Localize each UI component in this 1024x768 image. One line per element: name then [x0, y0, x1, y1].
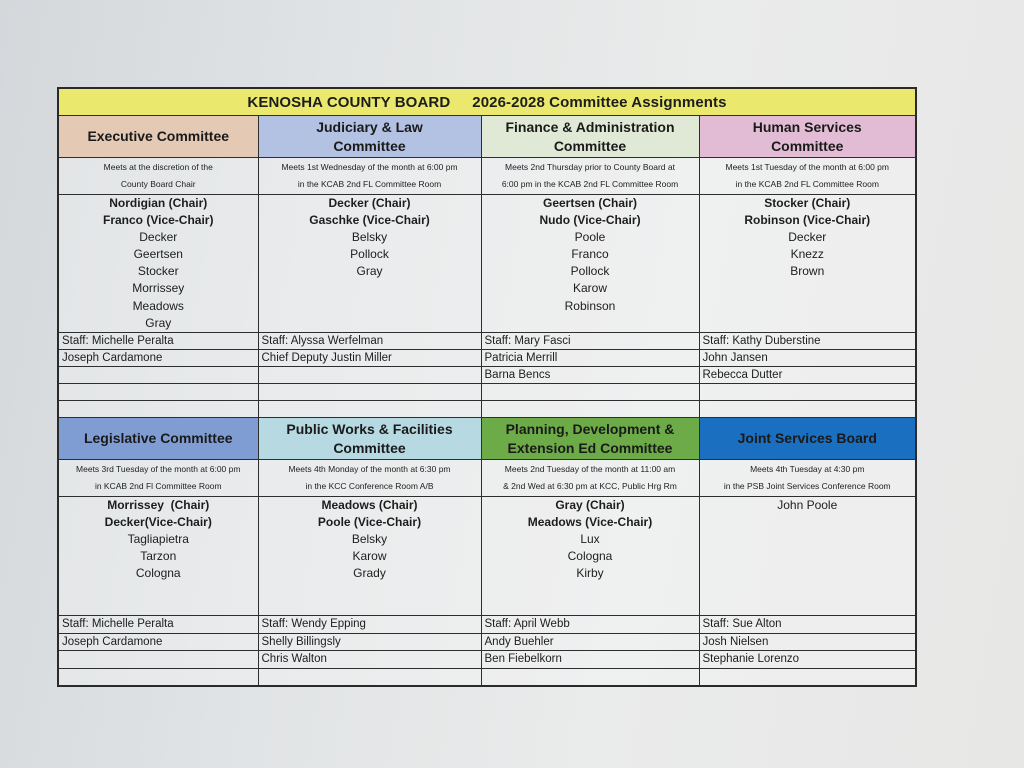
- member: Decker: [139, 230, 178, 245]
- staff-planning-development: Andy Buehler: [481, 633, 699, 651]
- staff-finance-administration: Patricia Merrill: [481, 350, 699, 367]
- member: Knezz: [790, 247, 824, 262]
- committee-name: Extension Ed Committee: [507, 439, 673, 456]
- committee-header-human-services: [699, 116, 916, 158]
- staff-judiciary-law: Staff: Alyssa Werfelman: [258, 333, 481, 350]
- meeting-info-planning-development: [481, 460, 699, 497]
- meeting-line: in KCAB 2nd Fl Committee Room: [94, 481, 222, 491]
- staff-executive: Joseph Cardamone: [58, 350, 258, 367]
- staff-public-works-facilities: Staff: Wendy Epping: [258, 616, 481, 634]
- member: Gray: [145, 315, 172, 330]
- member: Stocker: [137, 264, 179, 279]
- staff-human-services: Rebecca Dutter: [699, 367, 916, 384]
- chair: Geertsen (Chair): [542, 196, 638, 210]
- staff-joint-services-board: Stephanie Lorenzo: [699, 651, 916, 669]
- empty-cell: [481, 384, 699, 401]
- committee-name: Finance & Administration: [505, 118, 675, 135]
- meeting-info-finance-administration: [481, 158, 699, 195]
- committee-header-finance-administration: [481, 116, 699, 158]
- vice-chair: Gaschke (Vice-Chair): [309, 213, 430, 228]
- vice-chair: Nudo (Vice-Chair): [539, 213, 641, 228]
- member: Belsky: [351, 532, 388, 547]
- committee-name: Committee: [771, 137, 844, 154]
- committee-header-legislative: [58, 418, 258, 460]
- member: Robinson: [564, 298, 616, 313]
- member: Poole: [574, 230, 606, 245]
- member: Lux: [580, 532, 600, 547]
- member: Karow: [572, 281, 607, 296]
- committee-name: Judiciary & Law: [316, 118, 423, 135]
- member: Grady: [353, 566, 386, 581]
- meeting-line: in the KCC Conference Room A/B: [305, 481, 434, 491]
- member: Franco: [571, 247, 609, 262]
- empty-cell: [58, 401, 258, 418]
- staff-finance-administration: Barna Bencs: [481, 367, 699, 384]
- staff-public-works-facilities: Shelly Billingsly: [258, 633, 481, 651]
- staff-planning-development: Ben Fiebelkorn: [481, 651, 699, 669]
- empty-cell: [258, 367, 481, 384]
- members-joint-services-board: [699, 497, 916, 616]
- committee-header-judiciary-law: [258, 116, 481, 158]
- staff-planning-development: Staff: April Webb: [481, 616, 699, 634]
- chair: Meadows (Chair): [321, 498, 418, 512]
- meeting-line: Meets at the discretion of the: [103, 162, 213, 172]
- committee-name: Joint Services Board: [737, 430, 877, 446]
- vice-chair: Decker(Vice-Chair): [104, 515, 212, 530]
- committee-header-planning-development: [481, 418, 699, 460]
- staff-joint-services-board: Josh Nielsen: [699, 633, 916, 651]
- chair: Decker (Chair): [328, 196, 411, 210]
- empty-cell: [58, 651, 258, 669]
- vice-chair: Meadows (Vice-Chair): [527, 515, 653, 530]
- staff-joint-services-board: Staff: Sue Alton: [699, 616, 916, 634]
- chair: Stocker (Chair): [764, 196, 851, 210]
- members-planning-development: [481, 497, 699, 616]
- empty-cell: [481, 401, 699, 418]
- meeting-info-executive: [58, 158, 258, 195]
- staff-legislative: Joseph Cardamone: [58, 633, 258, 651]
- meeting-line: in the KCAB 2nd FL Committee Room: [297, 179, 442, 189]
- committee-name: Executive Committee: [87, 128, 230, 144]
- committee-name: Public Works & Facilities: [286, 420, 453, 437]
- meeting-info-public-works-facilities: [258, 460, 481, 497]
- empty-cell: [258, 401, 481, 418]
- committee-table: [57, 87, 917, 687]
- vice-chair: Poole (Vice-Chair): [317, 515, 422, 530]
- vice-chair: Franco (Vice-Chair): [103, 213, 214, 228]
- staff-legislative: Staff: Michelle Peralta: [58, 616, 258, 634]
- member: Geertsen: [133, 247, 183, 262]
- committee-name: Planning, Development &: [505, 420, 675, 437]
- staff-human-services: Staff: Kathy Duberstine: [699, 333, 916, 350]
- vice-chair: Robinson (Vice-Chair): [744, 213, 871, 228]
- meeting-info-human-services: [699, 158, 916, 195]
- meeting-line: Meets 4th Tuesday at 4:30 pm: [750, 464, 865, 474]
- staff-finance-administration: Staff: Mary Fasci: [481, 333, 699, 350]
- meeting-line: in the KCAB 2nd FL Committee Room: [735, 179, 879, 189]
- chair: Gray (Chair): [555, 498, 625, 512]
- member: Decker: [788, 230, 827, 245]
- empty-cell: [699, 401, 916, 418]
- member: Karow: [352, 549, 387, 564]
- assignments-title: 2026-2028 Committee Assignments: [472, 93, 727, 111]
- meeting-line: in the PSB Joint Services Conference Room: [723, 481, 891, 491]
- title-bar: [58, 88, 916, 116]
- meeting-line: Meets 1st Wednesday of the month at 6:00 pm: [281, 162, 458, 172]
- meeting-info-judiciary-law: [258, 158, 481, 195]
- staff-executive: Staff: Michelle Peralta: [58, 333, 258, 350]
- chair: Morrissey (Chair): [107, 498, 210, 512]
- member: Belsky: [351, 230, 388, 245]
- meeting-line: Meets 4th Monday of the month at 6:30 pm: [288, 464, 451, 474]
- staff-public-works-facilities: Chris Walton: [258, 651, 481, 669]
- staff-human-services: John Jansen: [699, 350, 916, 367]
- members-executive: [58, 195, 258, 333]
- member: Tarzon: [140, 549, 177, 564]
- meeting-line: County Board Chair: [120, 179, 196, 189]
- member: Gray: [356, 264, 383, 279]
- meeting-line: Meets 2nd Thursday prior to County Board at: [505, 162, 675, 172]
- member: Tagliapietra: [127, 532, 189, 547]
- empty-cell: [258, 668, 481, 686]
- member: Pollock: [350, 247, 389, 262]
- empty-cell: [58, 384, 258, 401]
- committee-name: Committee: [333, 439, 406, 456]
- empty-cell: [699, 668, 916, 686]
- members-human-services: [699, 195, 916, 333]
- member: Cologna: [567, 549, 613, 564]
- committee-header-executive: [58, 116, 258, 158]
- members-public-works-facilities: [258, 497, 481, 616]
- meeting-info-joint-services-board: [699, 460, 916, 497]
- meeting-info-legislative: [58, 460, 258, 497]
- member: John Poole: [777, 498, 838, 512]
- empty-cell: [481, 668, 699, 686]
- committee-name: Legislative Committee: [83, 430, 233, 446]
- committee-header-public-works-facilities: [258, 418, 481, 460]
- committee-header-joint-services-board: [699, 418, 916, 460]
- members-judiciary-law: [258, 195, 481, 333]
- members-finance-administration: [481, 195, 699, 333]
- member: Morrissey: [132, 281, 185, 296]
- staff-judiciary-law: Chief Deputy Justin Miller: [258, 350, 481, 367]
- member: Meadows: [132, 298, 184, 313]
- member: Brown: [790, 264, 825, 279]
- board-name: KENOSHA COUNTY BOARD: [247, 93, 451, 111]
- members-legislative: [58, 497, 258, 616]
- member: Pollock: [570, 264, 610, 279]
- committee-name: Committee: [333, 137, 406, 154]
- empty-cell: [699, 384, 916, 401]
- chair: Nordigian (Chair): [109, 196, 208, 210]
- committee-name: Human Services: [752, 118, 862, 135]
- meeting-line: & 2nd Wed at 6:30 pm at KCC, Public Hrg Rm: [503, 481, 677, 491]
- committee-assignments-sheet: [57, 87, 915, 687]
- member: Cologna: [135, 566, 181, 581]
- meeting-line: 6:00 pm in the KCAB 2nd FL Committee Room: [501, 179, 679, 189]
- empty-cell: [58, 367, 258, 384]
- meeting-line: Meets 2nd Tuesday of the month at 11:00 am: [504, 464, 676, 474]
- committee-name: Committee: [553, 137, 627, 154]
- member: Kirby: [576, 566, 604, 581]
- empty-cell: [258, 384, 481, 401]
- meeting-line: Meets 1st Tuesday of the month at 6:00 pm: [725, 162, 889, 172]
- meeting-line: Meets 3rd Tuesday of the month at 6:00 pm: [76, 464, 241, 474]
- empty-cell: [58, 668, 258, 686]
